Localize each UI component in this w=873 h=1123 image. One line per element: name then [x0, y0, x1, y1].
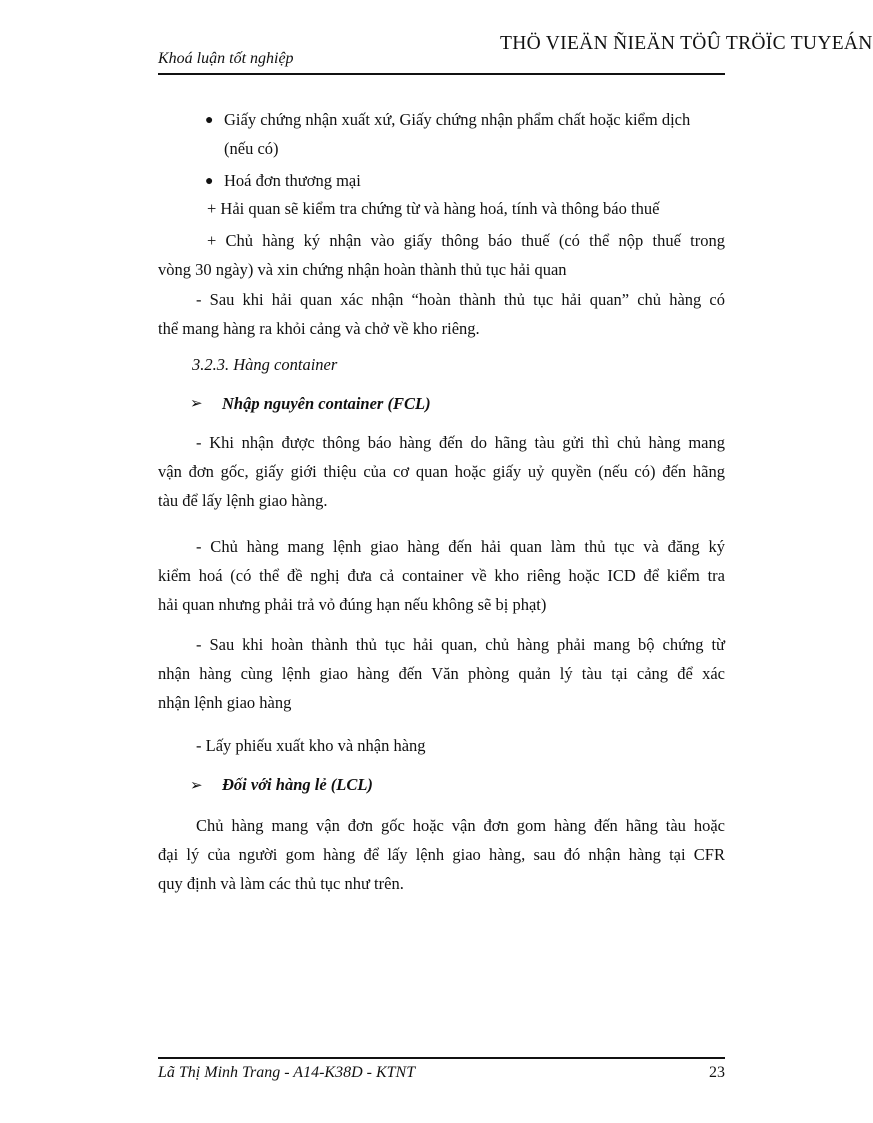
bullet-dot-icon: ●: [205, 113, 214, 128]
page-number: 23: [709, 1064, 725, 1081]
lcl-para-line2: đại lý của người gom hàng để lấy lệnh giao hàng, sau đó nhận hàng tại CFR: [158, 845, 725, 864]
header-rule: [158, 73, 725, 75]
header-thesis-label: Khoá luận tốt nghiệp: [158, 50, 294, 67]
fcl-para1-line3: tàu để lấy lệnh giao hàng.: [158, 491, 328, 510]
fcl-para3-line1: - Sau khi hoàn thành thủ tục hải quan, chủ hàng phải mang bộ chứng từ: [196, 635, 725, 654]
dash-item-clearance-line1: - Sau khi hải quan xác nhận “hoàn thành thủ tục hải quan” chủ hàng có: [196, 290, 725, 309]
heading-fcl: Nhập nguyên container (FCL): [222, 394, 431, 413]
arrow-bullet-icon: ➢: [190, 396, 203, 412]
section-title: 3.2.3. Hàng container: [192, 355, 338, 374]
bullet-dot-icon: ●: [205, 174, 214, 189]
footer-author: Lã Thị Minh Trang - A14-K38D - KTNT: [158, 1064, 416, 1081]
heading-lcl: Đối với hàng lẻ (LCL): [222, 775, 373, 794]
dash-item-clearance-line2: thể mang hàng ra khỏi cảng và chở về kho riêng.: [158, 319, 480, 338]
header-library-title: THÖ VIEÄN ÑIEÄN TÖÛ TRÖÏC TUYEÁN: [500, 33, 873, 54]
bullet-item-invoice: Hoá đơn thương mại: [224, 171, 361, 190]
arrow-bullet-icon: ➢: [190, 778, 203, 794]
plus-item-tax-line1: + Chủ hàng ký nhận vào giấy thông báo thuế (có thể nộp thuế trong: [207, 231, 725, 250]
plus-item-inspection: + Hải quan sẽ kiểm tra chứng từ và hàng hoá, tính và thông báo thuế: [207, 199, 660, 218]
footer-rule: [158, 1057, 725, 1059]
fcl-para1-line2: vận đơn gốc, giấy giới thiệu của cơ quan hoặc giấy uỷ quyền (nếu có) đến hãng: [158, 462, 725, 481]
bullet-item-origin-cont: (nếu có): [224, 139, 279, 158]
fcl-para3-line3: nhận lệnh giao hàng: [158, 693, 292, 712]
fcl-para4: - Lấy phiếu xuất kho và nhận hàng: [196, 736, 426, 755]
plus-item-tax-line2: vòng 30 ngày) và xin chứng nhận hoàn thành thủ tục hải quan: [158, 260, 567, 279]
fcl-para2-line2: kiểm hoá (có thể đề nghị đưa cả container về kho riêng hoặc ICD để kiểm tra: [158, 566, 725, 585]
fcl-para3-line2: nhận hàng cùng lệnh giao hàng đến Văn phòng quản lý tàu tại cảng để xác: [158, 664, 725, 683]
lcl-para-line1: Chủ hàng mang vận đơn gốc hoặc vận đơn gom hàng đến hãng tàu hoặc: [196, 816, 725, 835]
fcl-para2-line3: hải quan nhưng phải trả vỏ đúng hạn nếu không sẽ bị phạt): [158, 595, 547, 614]
fcl-para1-line1: - Khi nhận được thông báo hàng đến do hãng tàu gửi thì chủ hàng mang: [196, 433, 725, 452]
fcl-para2-line1: - Chủ hàng mang lệnh giao hàng đến hải quan làm thủ tục và đăng ký: [196, 537, 725, 556]
lcl-para-line3: quy định và làm các thủ tục như trên.: [158, 874, 404, 893]
bullet-item-origin: Giấy chứng nhận xuất xứ, Giấy chứng nhận phẩm chất hoặc kiểm dịch: [224, 110, 691, 129]
